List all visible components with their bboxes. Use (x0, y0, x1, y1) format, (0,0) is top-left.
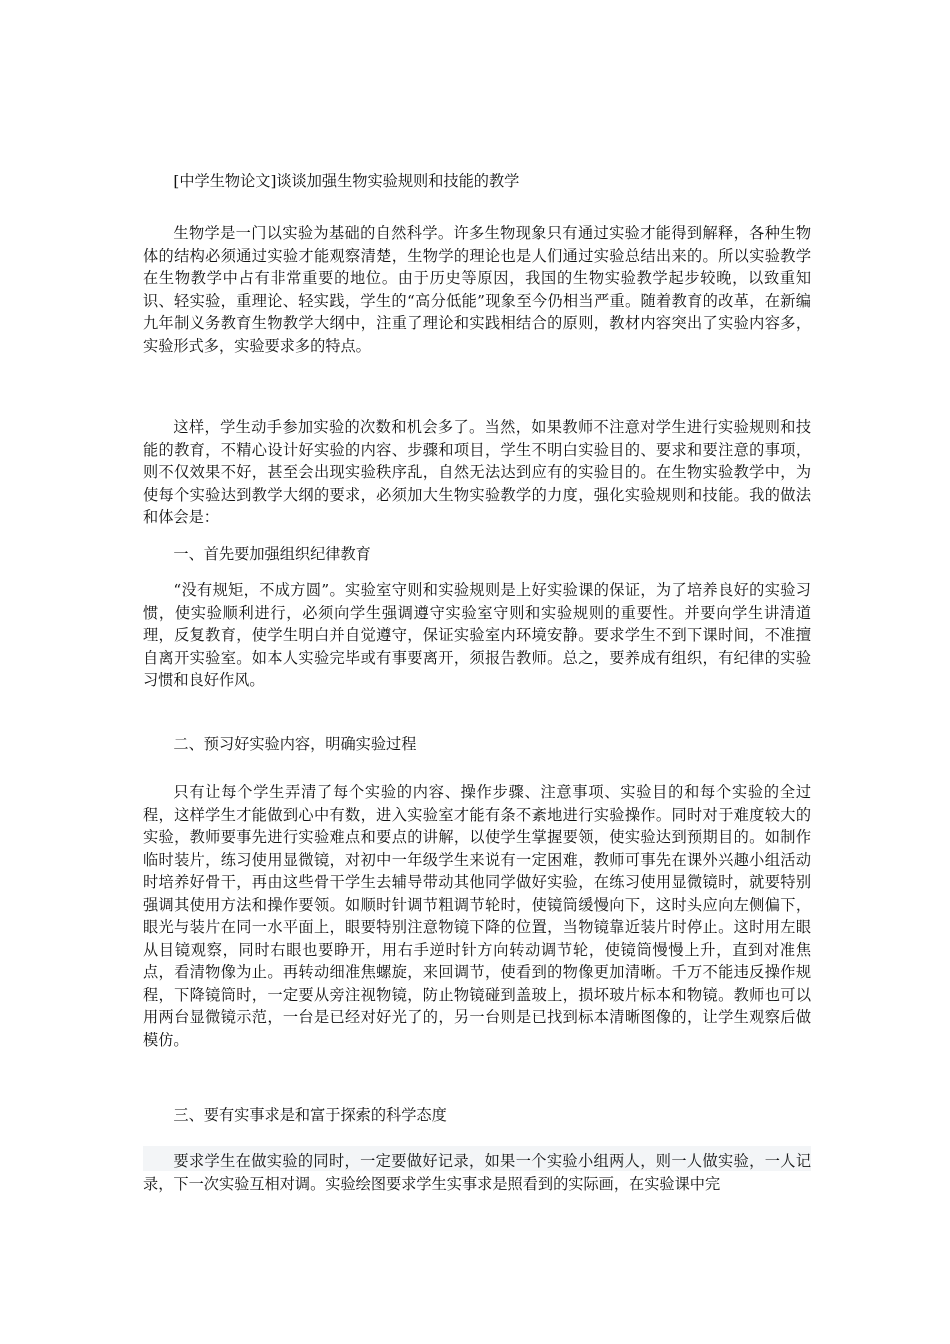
paragraph-intro-2: 这样，学生动手参加实验的次数和机会多了。当然，如果教师不注意对学生进行实验规则和技能的教育，不精心设计好实验的内容、步骤和项目，学生不明白实验目的、要求和要注意的事项，则不仅效果不好，甚至会出现实验秩序乱，自然无法达到应有的实验目的。在生物实验教学中，为使每个实验达到教学大纲的要求，必须加大生物实验教学的力度，强化实验规则和技能。我的做法和体会是： (143, 418, 811, 526)
section1-body: “没有规矩，不成方圆”。实验室守则和实验规则是上好实验课的保证，为了培养良好的实验习惯，使实验顺利进行，必须向学生强调遵守实验室守则和实验规则的重要性。并要向学生讲清道理，反复教育，使学生明白并自觉遵守，保证实验室内环境安静。要求学生不到下课时间，不准擅自离开实验室。如本人实验完毕或有事要离开，须报告教师。总之，要养成有组织，有纪律的实验习惯和良好作风。 (143, 581, 811, 689)
section3-heading: 三、要有实事求是和富于探索的科学态度 (173, 1106, 447, 1124)
document-title: [中学生物论文]谈谈加强生物实验规则和技能的教学 (173, 172, 520, 190)
section2-body: 只有让每个学生弄清了每个实验的内容、操作步骤、注意事项、实验目的和每个实验的全过程，这样学生才能做到心中有数，进入实验室才能有条不紊地进行实验操作。同时对于难度较大的实验，教师要事先进行实验难点和要点的讲解，以使学生掌握要领，使实验达到预期目的。如制作临时装片，练习使用显微镜，对初中一年级学生来说有一定困难，教师可事先在课外兴趣小组活动时培养好骨干，再由这些骨干学生去辅导带动其他同学做好实验，在练习使用显微镜时，就要特别强调其使用方法和操作要领。如顺时针调节粗调节轮时，使镜筒缓慢向下，这时头应向左侧偏下，眼光与装片在同一水平面上，眼要特别注意物镜下降的位置，当物镜靠近装片时停止。这时用左眼从目镜观察，同时右眼也要睁开，用右手逆时针方向转动调节轮，使镜筒慢慢上升，直到对准焦点，看清物像为止。再转动细准焦螺旋，来回调节，使看到的物像更加清晰。千万不能违反操作规程，下降镜筒时，一定要从旁注视物镜，防止物镜碰到盖玻上，损坏玻片标本和物镜。教师也可以用两台显微镜示范，一台是已经对好光了的，另一台则是已找到标本清晰图像的，让学生观察后做模仿。 (143, 783, 811, 1049)
section2-heading: 二、预习好实验内容，明确实验过程 (173, 735, 417, 753)
paragraph-intro-1: 生物学是一门以实验为基础的自然科学。许多生物现象只有通过实验才能得到解释，各种生物体的结构必须通过实验才能观察清楚，生物学的理论也是人们通过实验总结出来的。所以实验教学在生物教学中占有非常重要的地位。由于历史等原因，我国的生物实验教学起步较晚，以致重知识、轻实验，重理论、轻实践，学生的“高分低能”现象至今仍相当严重。随着教育的改革，在新编九年制义务教育生物教学大纲中，注重了理论和实践相结合的原则，教材内容突出了实验内容多，实验形式多，实验要求多的特点。 (143, 224, 811, 355)
section1-heading: 一、首先要加强组织纪律教育 (173, 545, 371, 563)
section3-body: 要求学生在做实验的同时，一定要做好记录，如果一个实验小组两人，则一人做实验，一人记录，下一次实验互相对调。实验绘图要求学生实事求是照看到的实际画，在实验课中完 (143, 1152, 811, 1193)
